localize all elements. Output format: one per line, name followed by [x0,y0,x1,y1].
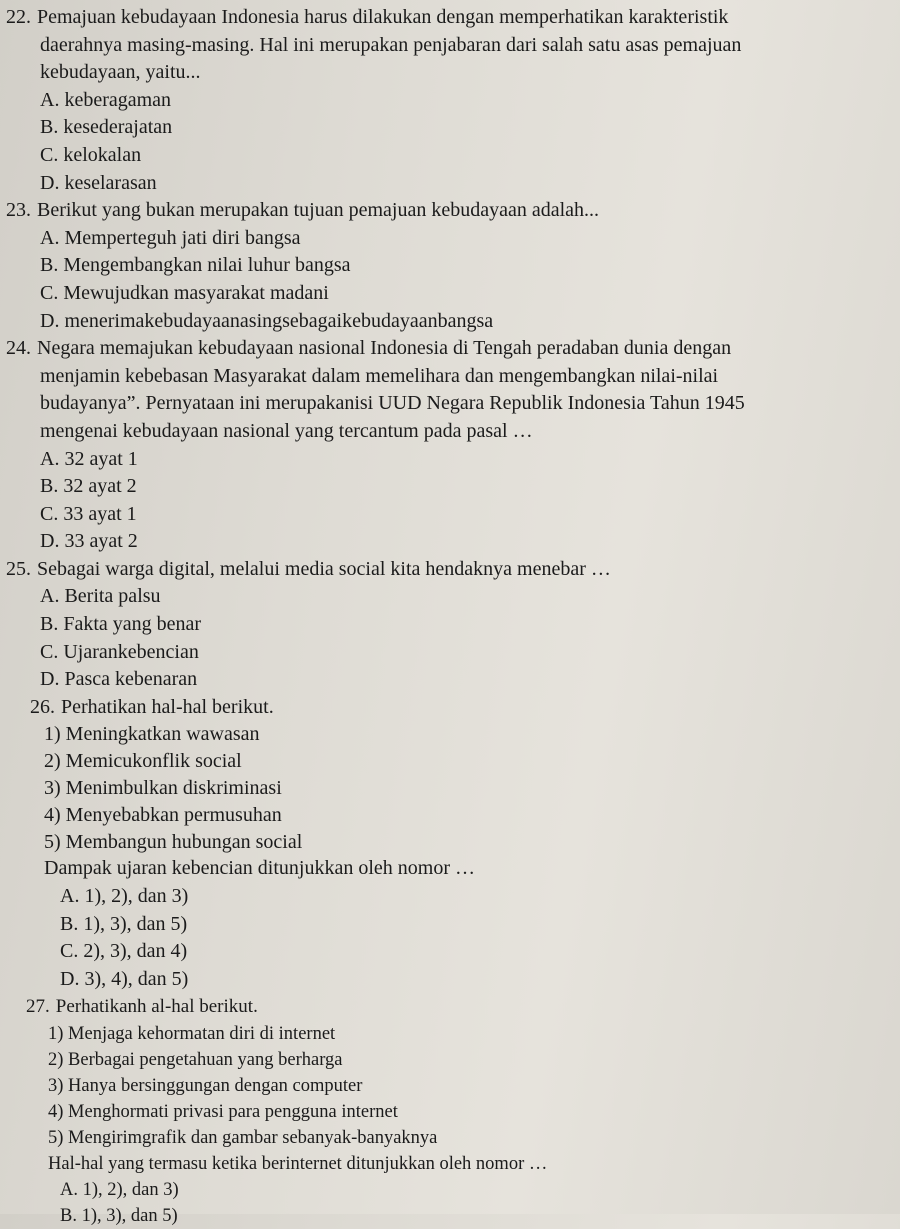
question-number: 22. [6,6,31,28]
question-number: 26. [30,695,55,718]
stem-line: menjamin kebebasan Masyarakat dalam memelihara dan mengembangkan nilai-nilai [40,364,719,387]
answer-options [6,225,892,335]
option-c[interactable]: C. kelokalan [40,143,142,166]
statement-item: 4) Menyebabkan permusuhan [44,803,282,826]
option-d[interactable]: D. 3), 4), dan 5) [60,967,189,990]
option-b[interactable]: B. 32 ayat 2 [40,475,137,498]
statement-list [6,1021,892,1151]
option-b[interactable]: B. Mengembangkan nilai luhur bangsa [40,254,351,277]
question-24 [6,335,892,556]
answer-options [6,883,892,993]
stem-text: Perhatikanh al-hal berikut. [55,996,258,1018]
statement-item: 3) Menimbulkan diskriminasi [44,777,282,800]
answer-options [6,446,892,556]
option-b[interactable]: B. kesederajatan [40,116,173,139]
statement-item: 5) Mengirimgrafik dan gambar sebanyak-banyaknya [48,1127,438,1148]
question-stem [6,993,892,1021]
question-23 [6,197,892,335]
option-b[interactable]: B. 1), 3), dan 5) [60,1205,178,1226]
stem-text: Perhatikan hal-hal berikut. [61,695,274,718]
statement-item: 2) Memicukonflik social [44,750,242,773]
option-b[interactable]: B. 1), 3), dan 5) [60,912,188,935]
answer-options [6,87,892,197]
option-a[interactable]: A. Berita palsu [40,585,161,608]
question-26 [6,694,892,994]
statement-item: 5) Membangun hubungan social [44,830,303,853]
question-stem [6,4,892,32]
option-d[interactable]: D. menerimakebudayaanasingsebagaikebudayaanbangsa [40,309,494,332]
question-27 [6,993,892,1229]
question-stem [6,556,892,584]
option-a[interactable]: A. 1), 2), dan 3) [60,885,189,908]
statement-item: 4) Menghormati privasi para pengguna internet [48,1101,398,1122]
stem-text: Pemajuan kebudayaan Indonesia harus dilakukan dengan memperhatikan karakteristik [37,6,729,28]
option-d[interactable]: D. 33 ayat 2 [40,530,138,553]
stem-line: daerahnya masing-masing. Hal ini merupakan penjabaran dari salah satu asas pemajuan [40,33,742,56]
stem-text: Berikut yang bukan merupakan tujuan pemajuan kebudayaan adalah... [37,199,600,222]
statement-item: 1) Meningkatkan wawasan [44,723,260,746]
answer-options [6,583,892,693]
option-a[interactable]: A. Memperteguh jati diri bangsa [40,226,301,249]
question-number: 27. [26,996,50,1018]
question-number: 25. [6,557,31,580]
option-a[interactable]: A. 1), 2), dan 3) [60,1179,179,1200]
statement-item: 1) Menjaga kehormatan diri di internet [48,1023,336,1044]
question-25 [6,556,892,694]
stem-followup: Hal-hal yang termasu ketika berinternet ditunjukkan oleh nomor … [48,1153,548,1174]
question-number: 24. [6,337,31,360]
answer-options [6,1177,892,1229]
stem-line: mengenai kebudayaan nasional yang tercantum pada pasal … [40,419,533,442]
question-number: 23. [6,199,31,222]
statement-item: 3) Hanya bersinggungan dengan computer [48,1075,363,1096]
statement-item: 2) Berbagai pengetahuan yang berharga [48,1049,343,1070]
question-22 [6,4,892,197]
option-c[interactable]: C. 2), 3), dan 4) [60,940,188,963]
stem-followup: Dampak ujaran kebencian ditunjukkan oleh nomor … [44,857,475,880]
statement-list [6,721,892,855]
option-c[interactable]: C. Ujarankebencian [40,640,199,663]
option-c[interactable]: C. 33 ayat 1 [40,502,137,525]
option-d[interactable]: D. Pasca kebenaran [40,668,198,691]
question-stem [6,335,892,363]
option-c[interactable]: C. Mewujudkan masyarakat madani [40,281,329,304]
stem-text: Sebagai warga digital, melalui media social kita hendaknya menebar … [37,557,611,580]
stem-line: budayanya”. Pernyataan ini merupakanisi UUD Negara Republik Indonesia Tahun 1945 [40,392,745,415]
stem-text: Negara memajukan kebudayaan nasional Indonesia di Tengah peradaban dunia dengan [37,337,732,360]
option-a[interactable]: A. keberagaman [40,88,172,111]
question-stem [6,694,892,722]
option-b[interactable]: B. Fakta yang benar [40,613,202,636]
question-stem [6,197,892,225]
option-a[interactable]: A. 32 ayat 1 [40,447,138,470]
option-d[interactable]: D. keselarasan [40,171,157,194]
stem-line: kebudayaan, yaitu... [40,61,201,84]
